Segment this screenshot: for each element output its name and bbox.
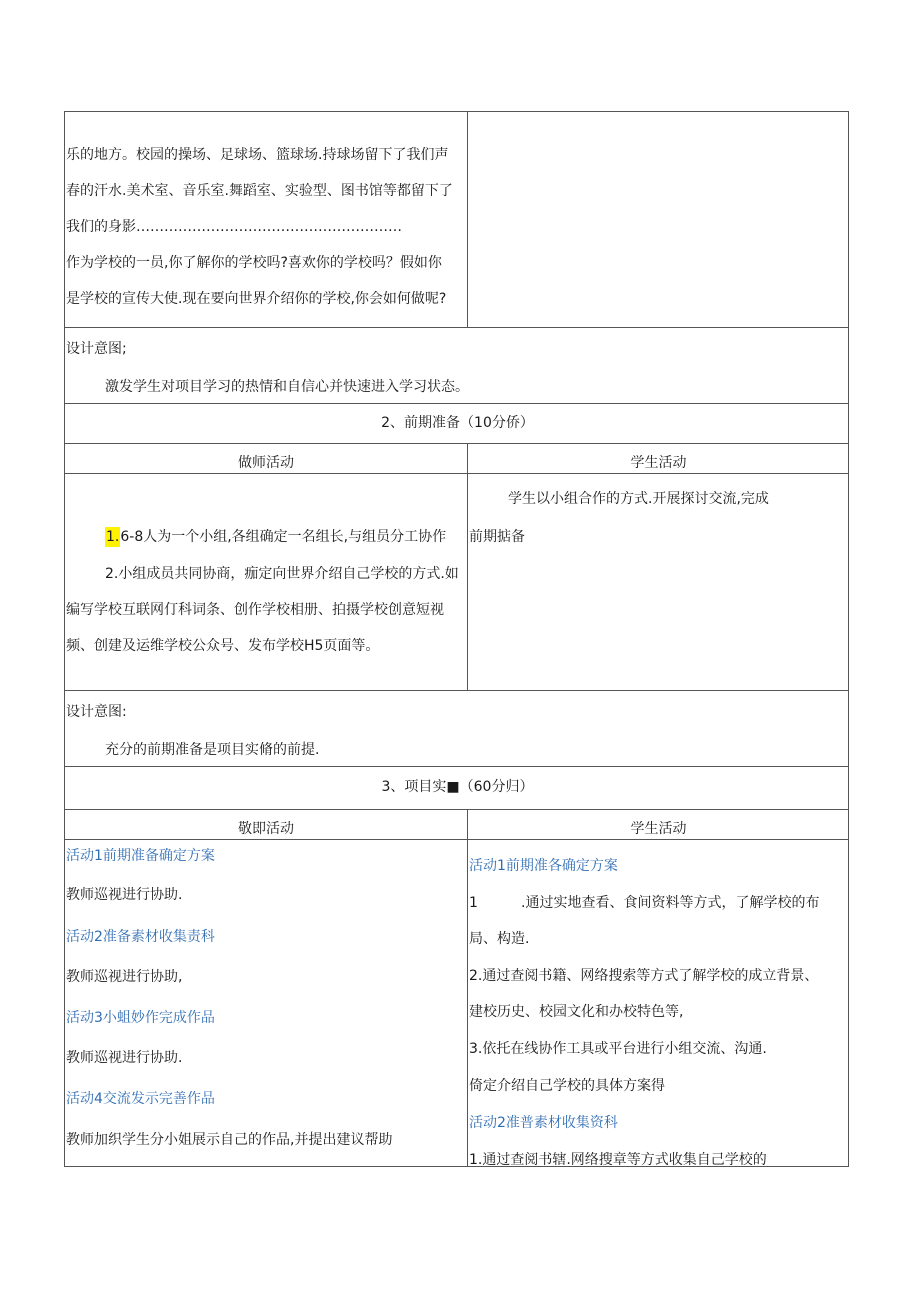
student-line: .通过实地查看、食间资料等方式，了解学校的布 xyxy=(521,895,820,911)
teacher-line: 2.小组成员共同协商，痂定向世界介绍自己学校的方式.如 xyxy=(105,566,459,582)
teacher-note: 教师巡视进行协助. xyxy=(66,1050,183,1066)
teacher-note: 教师加织学生分小姐展示自己的作品,并提出建议帮助 xyxy=(66,1132,393,1148)
student-activity-header: 学生活动 xyxy=(630,821,687,837)
activity-title: 活动2准备素材收集责科 xyxy=(66,929,215,945)
teacher-activity-header: 做师活动 xyxy=(238,455,294,471)
row-divider xyxy=(65,327,848,328)
activity-title: 活动4交流发示完善作品 xyxy=(66,1091,215,1107)
row-divider xyxy=(65,766,848,767)
section-title: 3、项目实■（60分归） xyxy=(381,779,534,795)
intro-line: 我们的身影………………………………………………… xyxy=(66,219,402,235)
student-line: 学生以小组合作的方式.开展探讨交流,完成 xyxy=(508,491,769,507)
row-divider xyxy=(65,403,848,404)
section-title: 2、前期准备（10分侨） xyxy=(381,415,534,431)
design-intent-text: 充分的前期准备是项目实脩的前提. xyxy=(105,742,320,758)
teacher-item-1 xyxy=(105,528,446,546)
student-line: 1.通过查阅书辖.网络搜章等方式收集自己学校的 xyxy=(469,1152,767,1168)
teacher-activity-header: 敬即活动 xyxy=(238,821,294,837)
teacher-note: 教师巡视进行协助. xyxy=(66,887,183,903)
row-divider xyxy=(65,839,848,840)
row-divider xyxy=(65,443,848,444)
activity-title: 活动3小蛆妙作完成作品 xyxy=(66,1010,215,1026)
row-divider xyxy=(65,473,848,474)
student-line: 局、构造. xyxy=(469,931,530,947)
student-activity-header: 学生活动 xyxy=(630,455,687,471)
column-divider xyxy=(467,112,468,327)
item-number-highlight: 1. xyxy=(106,529,120,545)
column-divider xyxy=(467,809,468,1167)
intro-line: 作为学校的一员,你了解你的学校吗?喜欢你的学校吗？假如你 xyxy=(66,255,442,271)
student-line: 倚定介绍自己学校的具体方案得 xyxy=(469,1078,665,1094)
student-line: 建校历史、校园文化和办校特色等, xyxy=(469,1004,684,1020)
teacher-note: 教师巡视进行协助, xyxy=(66,969,183,985)
activity-title: 活动1前期准备确定方案 xyxy=(66,848,215,864)
design-intent-label: 设计意图; xyxy=(66,341,127,357)
design-intent-label: 设计意图: xyxy=(66,704,127,720)
teacher-line: 频、创建及运维学校公众号、发布学校H5页面等。 xyxy=(66,638,380,654)
column-divider xyxy=(467,443,468,690)
student-line: 1 xyxy=(469,895,478,911)
teacher-line: 编写学校互联网仃科词条、创作学校相册、拍摄学校创意短视 xyxy=(66,602,444,618)
teacher-item-1-text: 6-8人为一个小组,各组确定一名组长,与组员分工协作 xyxy=(120,529,447,545)
student-line: 3.依托在线协作工具或平台进行小组交流、沟通. xyxy=(469,1041,767,1057)
intro-line: 春的汗水.美术室、音乐室.舞蹈室、实验型、图书馆等都留下了 xyxy=(66,183,453,199)
intro-line: 乐的地方。校园的操场、足球场、篮球场.持球场留下了我们声 xyxy=(66,147,449,163)
design-intent-text: 激发学生对项目学习的热情和自信心并快速进入学习状态。 xyxy=(105,379,469,395)
activity-title: 活动2准普素材收集资科 xyxy=(469,1115,618,1131)
student-line: 2.通过查阅书籍、网络搜索等方式了解学校的成立背景、 xyxy=(469,968,819,984)
intro-line: 是学校的宣传大使.现在要向世界介绍你的学校,你会如何做呢? xyxy=(66,291,447,307)
row-divider xyxy=(65,690,848,691)
activity-title: 活动1前期准各确定方案 xyxy=(469,858,618,874)
row-divider xyxy=(65,809,848,810)
student-line: 前期掂备 xyxy=(469,529,525,545)
